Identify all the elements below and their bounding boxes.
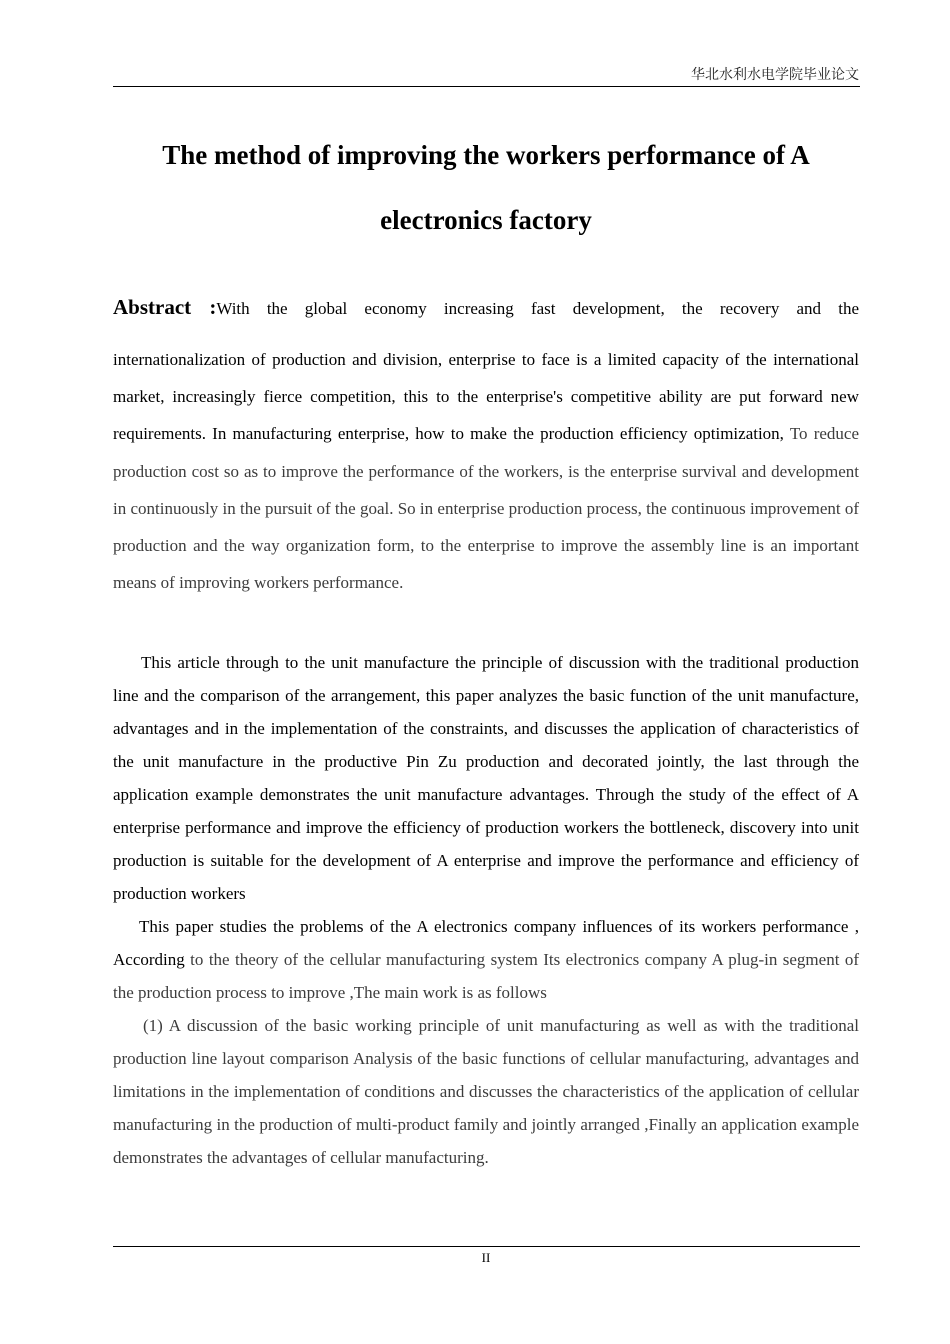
- paragraph-main-work-1: (1) A discussion of the basic working principle of unit manufacturing as well as with the traditional production line layout comparison Analysis of the basic functions of cellular manufacturing, advantages and limitations in the implementation of conditions and discusses the characteristics of the application of cellular manufacturing in the production of multi-product family and jointly arranged ,Finally an application example demonstrates the advantages of cellular manufacturing.: [113, 1016, 859, 1167]
- paragraph-study-scope-dark: This paper studies the problems of the A electronics company influences of its workers performance , According: [113, 917, 859, 969]
- abstract-first-line: [113, 292, 859, 324]
- abstract-body-grey: To reduce production cost so as to improve the performance of the workers, is the enterprise survival and development in continuously in the pursuit of the goal. So in enterprise production process, the continuous improvement of production and the way organization form, to the enterprise to improve the assembly line is an important means of improving workers performance.: [113, 424, 859, 593]
- page-header: 华北水利水电学院毕业论文: [691, 68, 859, 83]
- document-title-line-2: electronics factory: [380, 205, 592, 235]
- page-number: II: [481, 1250, 491, 1265]
- paragraph-unit-manufacture: This article through to the unit manufacture the principle of discussion with the traditional production line and the comparison of the arrangement, this paper analyzes the basic function of the unit manufacture, advantages and in the implementation of the constraints, and discusses the application of characteristics of the unit manufacture in the productive Pin Zu production and decorated jointly, the last through the application example demonstrates the unit manufacture advantages. Through the study of the effect of A enterprise performance and improve the efficiency of production workers the bottleneck, discovery into unit production is suitable for the development of A enterprise and improve the performance and efficiency of production workers: [113, 653, 859, 903]
- paragraph-study-scope-grey: to the theory of the cellular manufacturing system Its electronics company A plug-in segment of the production process to improve ,The main work is as follows: [113, 950, 859, 1002]
- footer-rule: [113, 1246, 860, 1247]
- abstract-label: Abstract :: [113, 295, 217, 319]
- document-title-line-1: The method of improving the workers performance of A: [162, 140, 810, 170]
- abstract-body-dark: internationalization of production and division, enterprise to face is a limited capacity of the international market, increasingly fierce competition, this to the enterprise's competitive ability are put forward new requirements. In manufacturing enterprise, how to make the production efficiency optimization,: [113, 350, 859, 444]
- header-rule: [113, 86, 860, 87]
- paragraph-study-scope: [113, 910, 859, 1009]
- abstract-body: [113, 341, 859, 601]
- abstract-first-line-text: With the global economy increasing fast development, the recovery and the: [216, 299, 860, 318]
